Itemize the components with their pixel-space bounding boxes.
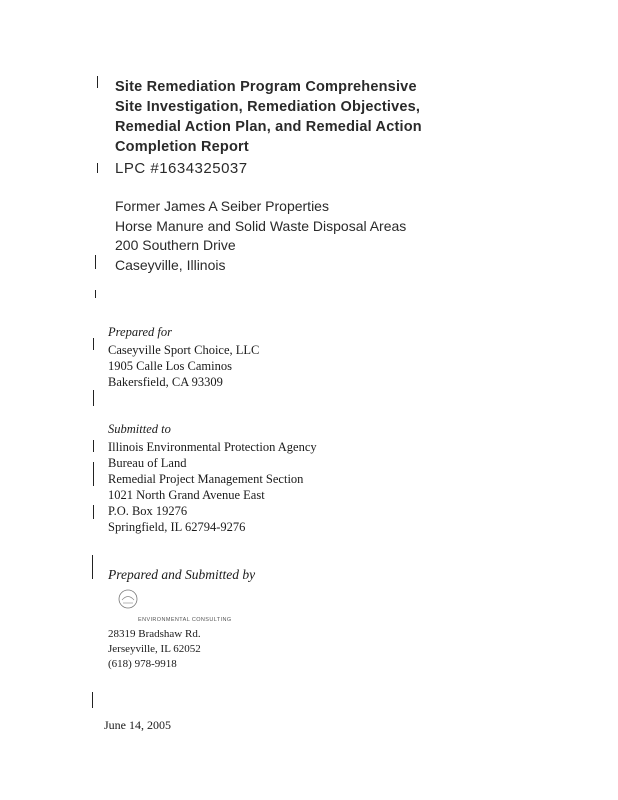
scan-mark: [93, 390, 94, 406]
scan-mark: [95, 255, 96, 269]
logo-caption: ENVIRONMENTAL CONSULTING: [138, 617, 232, 623]
preparer-city: Jerseyville, IL 62052: [108, 643, 201, 655]
agency-street: 1021 North Grand Avenue East: [108, 488, 265, 502]
agency-bureau: Bureau of Land: [108, 456, 187, 470]
title-line: Remedial Action Plan, and Remedial Action: [115, 119, 422, 135]
submitted-to-block: [108, 421, 317, 535]
preparer-street: 28319 Bradshaw Rd.: [108, 628, 201, 640]
prepared-by-block: [108, 567, 255, 672]
site-description: Horse Manure and Solid Waste Disposal Areas: [115, 217, 407, 234]
site-name: Former James A Seiber Properties: [115, 198, 329, 214]
scan-mark: [95, 290, 96, 298]
client-name: Caseyville Sport Choice, LLC: [108, 343, 260, 357]
title-line: Site Investigation, Remediation Objectives,: [115, 99, 421, 115]
site-street: 200 Southern Drive: [115, 237, 236, 253]
title-line: Completion Report: [115, 139, 249, 155]
logo-emblem-icon: [108, 585, 148, 615]
agency-section: Remedial Project Management Section: [108, 472, 304, 486]
scan-mark: [92, 555, 93, 579]
prepared-for-label: Prepared for: [108, 325, 172, 339]
prepared-by-label: Prepared and Submitted by: [108, 567, 256, 582]
report-date: June 14, 2005: [104, 718, 171, 732]
site-info: [115, 197, 406, 275]
client-street: 1905 Calle Los Caminos: [108, 359, 232, 373]
scan-mark: [92, 692, 93, 708]
lpc-number: LPC #1634325037: [115, 160, 248, 177]
site-city: Caseyville, Illinois: [115, 256, 226, 273]
scan-mark: [93, 338, 94, 350]
scan-mark: [97, 76, 98, 88]
agency-city: Springfield, IL 62794-9276: [108, 520, 246, 534]
submitted-to-label: Submitted to: [108, 422, 171, 436]
title-line: Site Remediation Program Comprehensive: [115, 79, 417, 95]
agency-name: Illinois Environmental Protection Agency: [108, 440, 317, 454]
agency-po-box: P.O. Box 19276: [108, 504, 188, 518]
scan-mark: [93, 462, 94, 486]
report-title: [115, 77, 422, 157]
scan-mark: [93, 440, 94, 452]
preparer-phone: (618) 978-9918: [108, 658, 177, 670]
client-city: Bakersfield, CA 93309: [108, 375, 223, 389]
scan-mark: [97, 163, 98, 173]
scan-mark: [93, 505, 94, 519]
prepared-for-block: [108, 324, 259, 390]
company-logo: [108, 585, 248, 621]
